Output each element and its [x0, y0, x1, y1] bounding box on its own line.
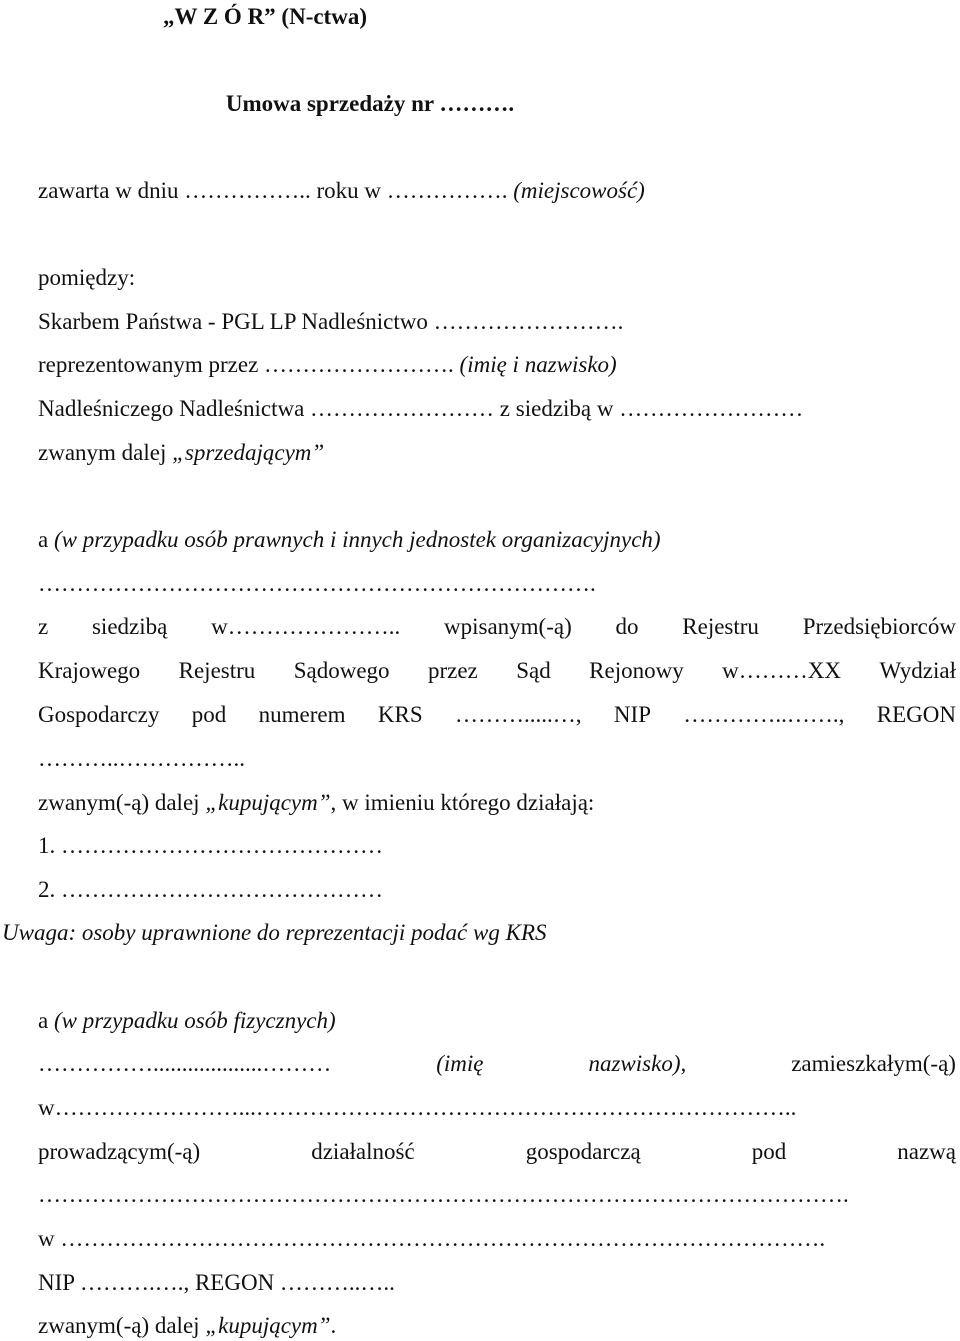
- seller-line-1: Skarbem Państwa - PGL LP Nadleśnictwo …………………….: [38, 309, 624, 334]
- document-header: „W Z Ó R” (N-ctwa): [163, 4, 367, 29]
- seller-line-3: Nadleśniczego Nadleśnictwa …………………… z siedzibą w ……………………: [38, 396, 804, 421]
- natural-person-row-6: NIP ……….…., REGON ………..…..: [38, 1270, 395, 1295]
- legal-entity-row-3: Gospodarczy pod numerem KRS ……….....…, NIP …………..……., REGON: [38, 702, 956, 727]
- between-label: pomiędzy:: [38, 265, 136, 290]
- natural-person-intro: a (w przypadku osób fizycznych): [38, 1008, 336, 1033]
- legal-entity-dots: ……………………………………………………………….: [38, 571, 596, 596]
- natural-person-row-4: …………………………………………………………………………………………….: [38, 1182, 849, 1207]
- legal-entity-intro: a (w przypadku osób prawnych i innych jednostek organizacyjnych): [38, 527, 661, 552]
- representative-1: 1. ……………………………………: [38, 833, 383, 858]
- natural-person-row-2: w……………………...……………………………………………………………..: [38, 1095, 797, 1120]
- document-title: Umowa sprzedaży nr ……….: [225, 91, 515, 116]
- natural-buyer-line: zwanym(-ą) dalej „kupującym”.: [38, 1313, 337, 1338]
- legal-entity-row-2: Krajowego Rejestru Sądowego przez Sąd Rejonowy w………XX Wydział: [38, 658, 956, 683]
- representative-2: 2. ……………………………………: [38, 877, 383, 902]
- legal-entity-row-1: z siedzibą w………………….. wpisanym(-ą) do Rejestru Przedsiębiorców: [38, 614, 956, 639]
- natural-person-row-1: ……………...................……… (imię nazwisko), zamieszkałym(-ą): [38, 1051, 956, 1076]
- natural-person-row-3: prowadzącym(-ą) działalność gospodarczą pod nazwą: [38, 1139, 956, 1164]
- natural-person-row-5: w ……………………………………………………………………………………….: [38, 1226, 826, 1251]
- legal-buyer-line: zwanym(-ą) dalej „kupującym”, w imieniu którego działają:: [38, 790, 595, 815]
- legal-entity-row-4: ………..……………..: [38, 746, 245, 771]
- seller-line-4: zwanym dalej „sprzedającym”: [38, 440, 325, 465]
- seller-line-2: reprezentowanym przez ……………………. (imię i nazwisko): [38, 352, 617, 377]
- representation-note: Uwaga: osoby uprawnione do reprezentacji podać wg KRS: [2, 920, 547, 945]
- date-line: zawarta w dniu …………….. roku w ……………. (miejscowość): [38, 178, 645, 203]
